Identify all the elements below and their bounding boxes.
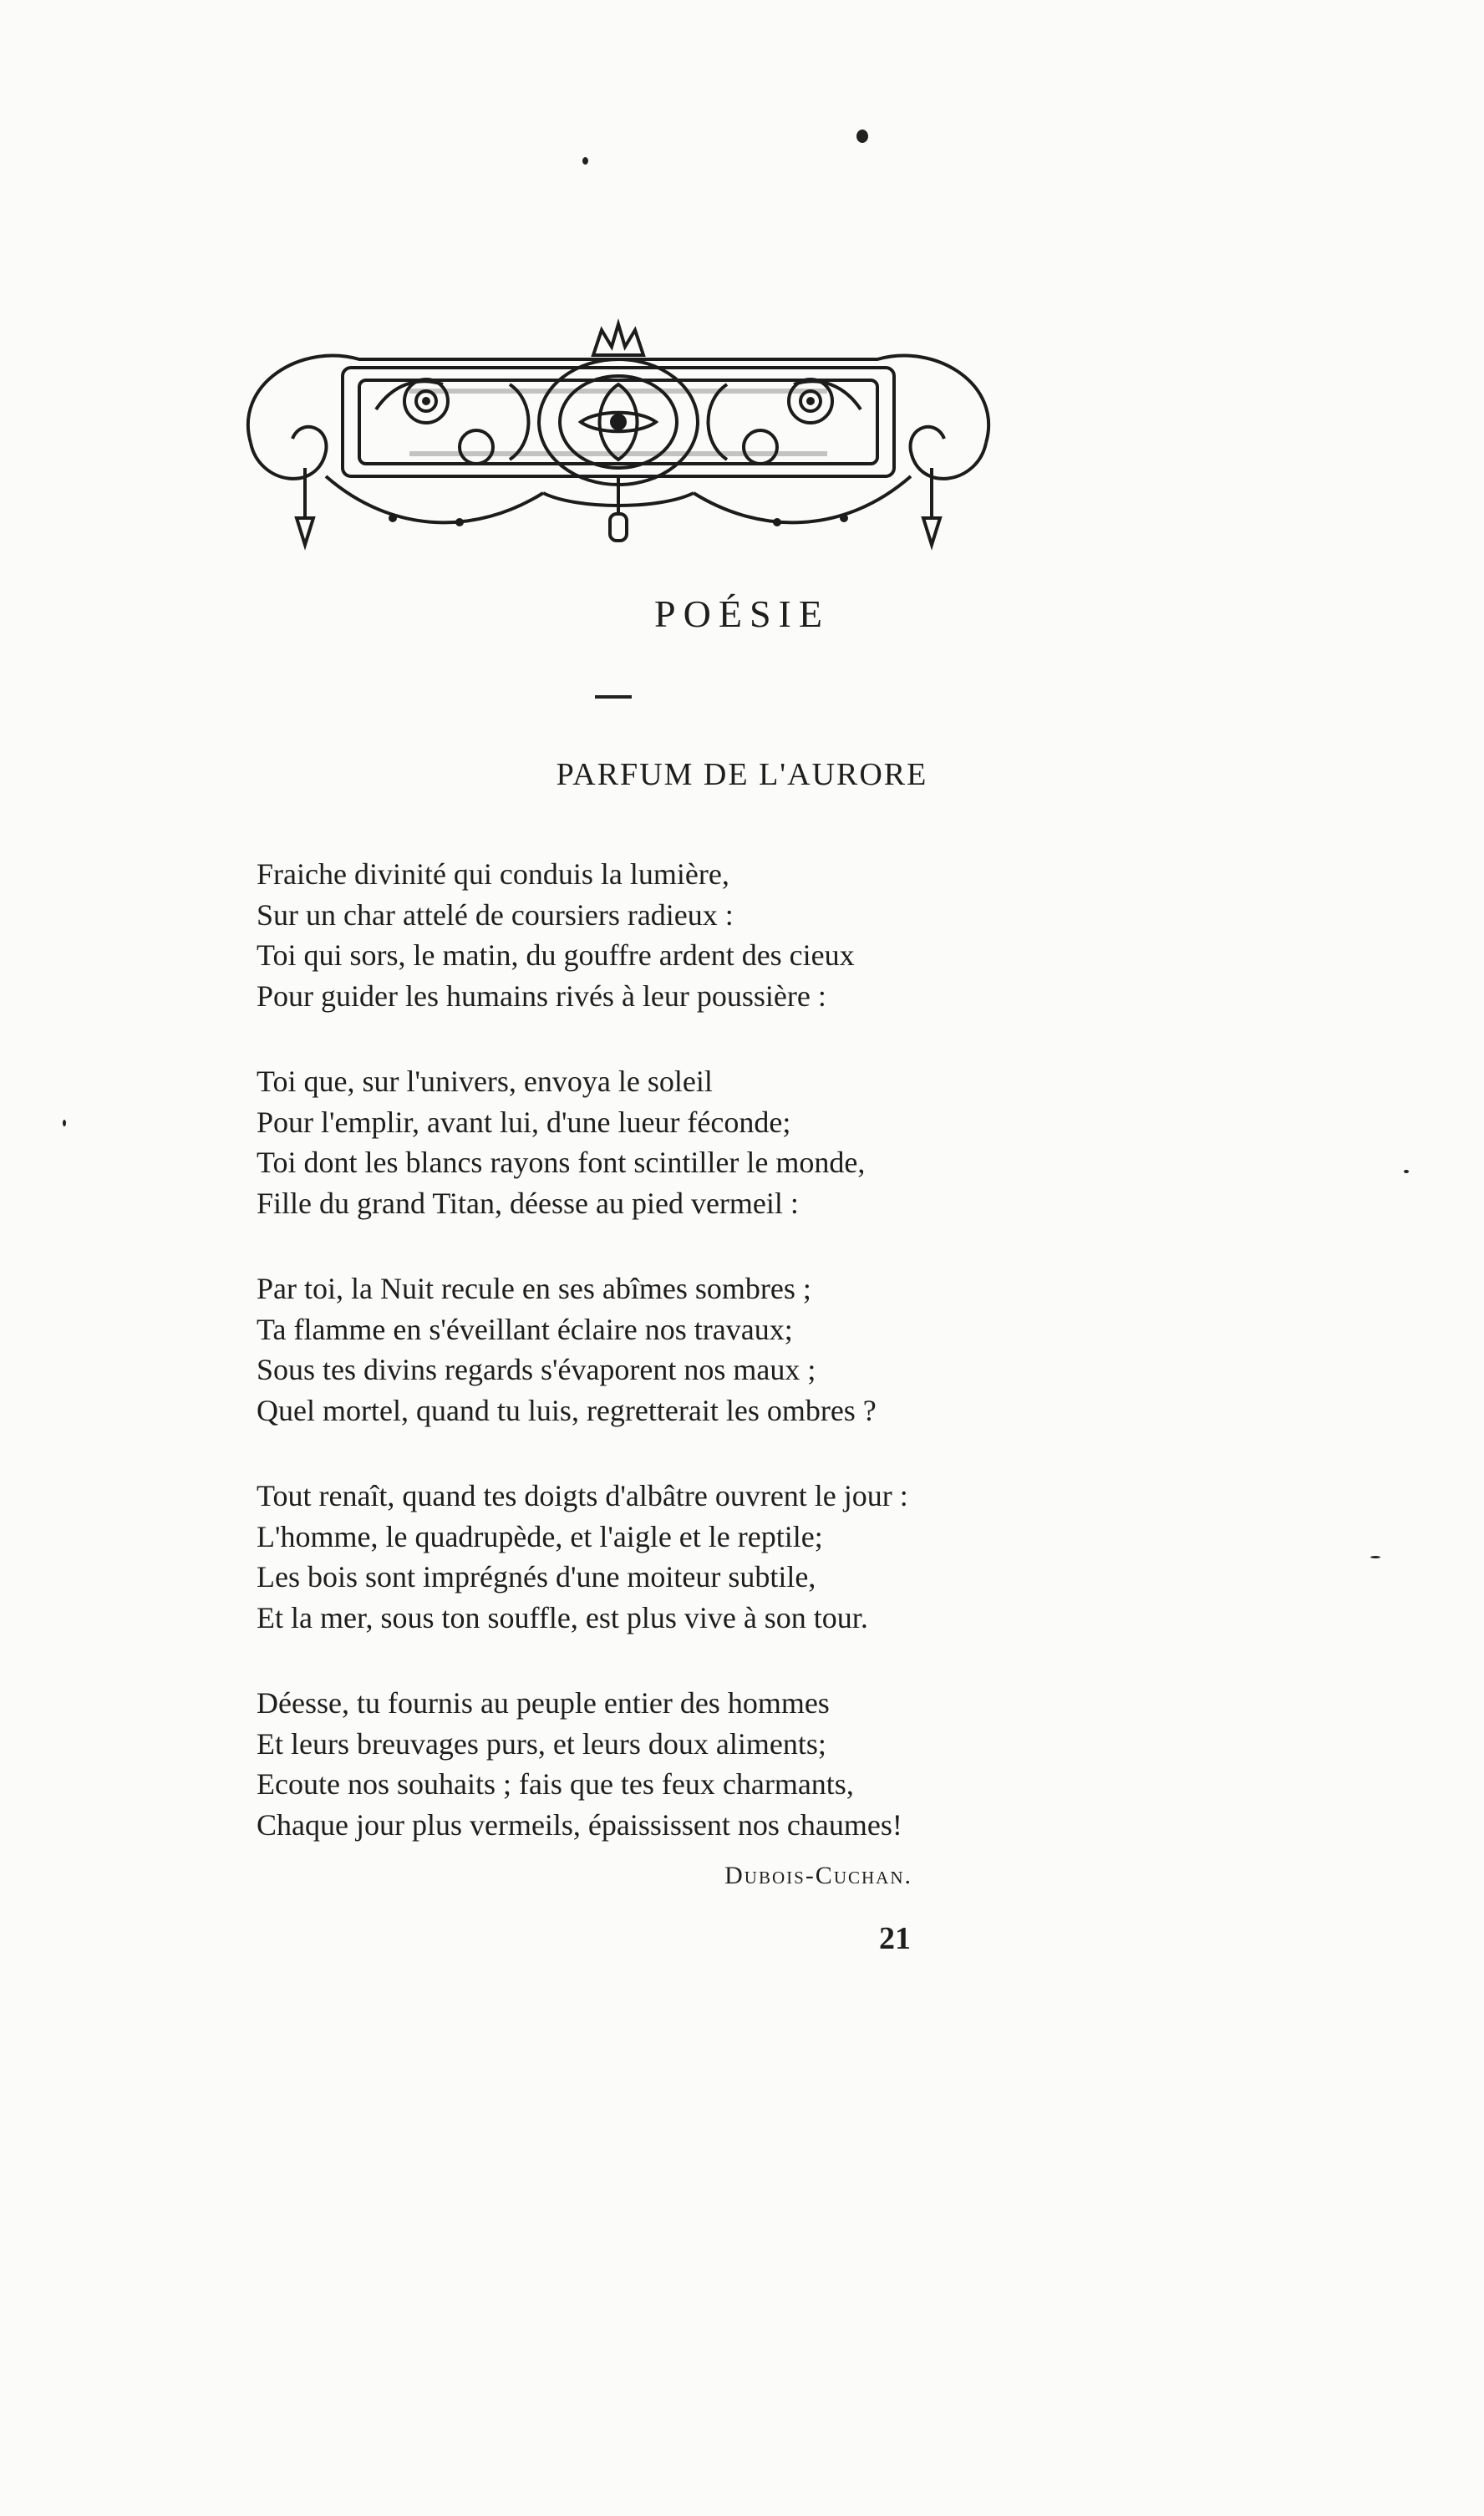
verse-line: Et leurs breuvages purs, et leurs doux aliments;	[257, 1726, 826, 1761]
stanza	[257, 1476, 1100, 1638]
stanza	[257, 854, 1100, 1016]
verse-line: Ecoute nos souhaits ; fais que tes feux charmants,	[257, 1767, 854, 1801]
verse-line: Les bois sont imprégnés d'une moiteur subtile,	[257, 1560, 816, 1593]
poem-body	[257, 854, 1100, 1890]
title-divider	[595, 695, 632, 699]
verse-line: Toi que, sur l'univers, envoya le soleil	[257, 1065, 713, 1098]
section-title: POÉSIE	[654, 592, 830, 635]
ink-speck	[582, 157, 588, 165]
ornamental-headpiece	[226, 284, 1011, 551]
stanza	[257, 1268, 1100, 1431]
verse-line: Tout renaît, quand tes doigts d'albâtre ouvrent le jour :	[257, 1479, 908, 1512]
verse-line: Pour guider les humains rivés à leur poussière :	[257, 978, 826, 1013]
verse-line: Pour l'emplir, avant lui, d'une lueur féconde;	[257, 1105, 791, 1139]
poem-title: PARFUM DE L'AURORE	[556, 757, 928, 792]
verse-line: Ta flamme en s'éveillant éclaire nos travaux;	[257, 1312, 793, 1346]
verse-line: Déesse, tu fournis au peuple entier des hommes	[257, 1686, 830, 1720]
verse-line: Toi dont les blancs rayons font scintiller le monde,	[257, 1146, 866, 1179]
verse-line: Par toi, la Nuit recule en ses abîmes sombres ;	[257, 1272, 811, 1305]
verse-line: Fille du grand Titan, déesse au pied vermeil :	[257, 1186, 799, 1220]
verse-line: L'homme, le quadrupède, et l'aigle et le reptile;	[257, 1519, 823, 1553]
stanza	[257, 1683, 1100, 1845]
verse-line: Toi qui sors, le matin, du gouffre ardent des cieux	[257, 938, 855, 972]
verse-line: Fraiche divinité qui conduis la lumière,	[257, 857, 729, 891]
verse-line: Et la mer, sous ton souffle, est plus vive à son tour.	[257, 1600, 868, 1634]
ink-speck	[1404, 1170, 1409, 1173]
page-number: 21	[879, 1921, 911, 1956]
verse-line: Chaque jour plus vermeils, épaississent nos chaumes!	[257, 1807, 902, 1842]
verse-line: Quel mortel, quand tu luis, regretterait les ombres ?	[257, 1393, 877, 1427]
verse-line: Sous tes divins regards s'évaporent nos maux ;	[257, 1353, 816, 1386]
author-signature: Dubois-Cuchan.	[724, 1862, 912, 1889]
ink-speck	[856, 130, 868, 143]
stanza	[257, 1061, 1100, 1223]
ink-speck	[63, 1120, 66, 1126]
ink-speck	[1370, 1556, 1380, 1558]
verse-line: Sur un char attelé de coursiers radieux :	[257, 897, 734, 932]
